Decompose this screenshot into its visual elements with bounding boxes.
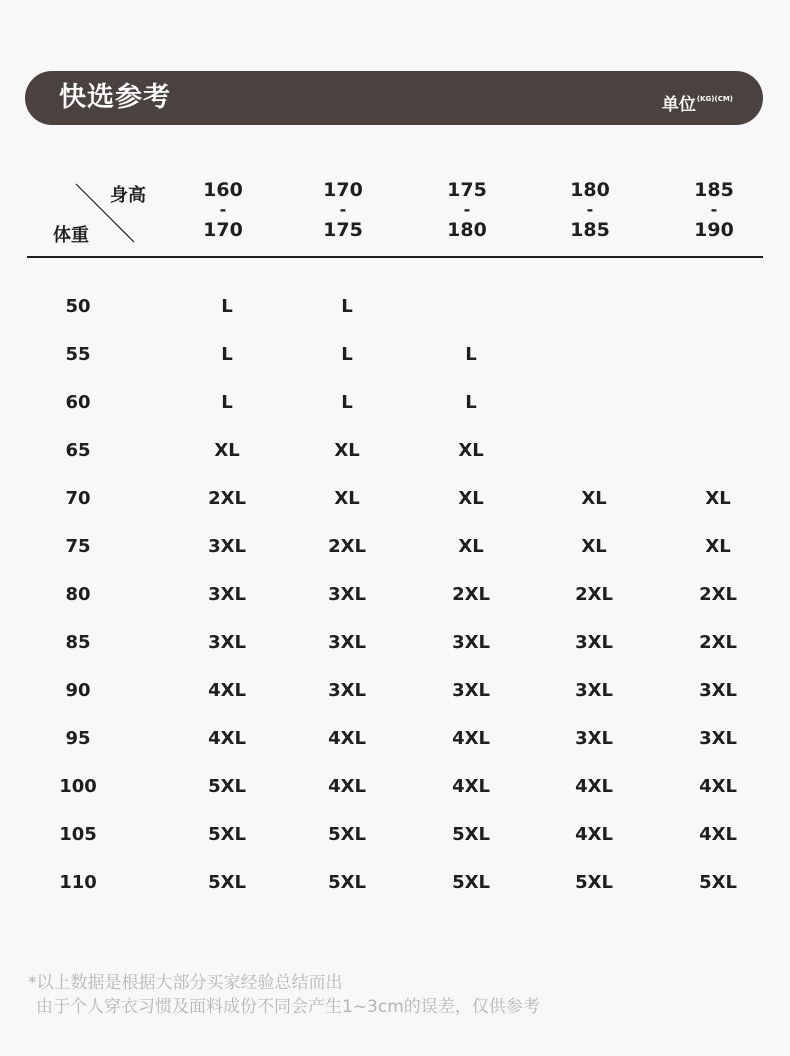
size-cell: L xyxy=(221,344,233,365)
table-row xyxy=(0,436,790,466)
size-cell: XL xyxy=(214,440,240,461)
size-cell: XL xyxy=(581,488,607,509)
height-range-from: 180 xyxy=(570,179,610,201)
note-line-2: 由于个人穿衣习惯及面料成份不同会产生1~3cm的误差，仅供参考 xyxy=(36,997,540,1017)
size-cell: 4XL xyxy=(699,776,737,797)
unit-label xyxy=(662,71,733,125)
weight-cell: 85 xyxy=(65,632,91,653)
table-row xyxy=(0,340,790,370)
title-banner xyxy=(25,71,763,125)
weight-cell: 80 xyxy=(65,584,91,605)
size-cell: 5XL xyxy=(699,872,737,893)
table-row xyxy=(0,724,790,754)
weight-cell: 70 xyxy=(65,488,91,509)
height-range-header xyxy=(669,180,759,240)
size-cell: L xyxy=(341,296,353,317)
size-cell: L xyxy=(221,392,233,413)
weight-cell: 50 xyxy=(65,296,91,317)
height-range-separator: - xyxy=(463,200,471,219)
height-range-header xyxy=(422,180,512,240)
size-cell: L xyxy=(341,392,353,413)
size-cell: 4XL xyxy=(328,776,366,797)
height-range-header xyxy=(545,180,635,240)
size-cell: XL xyxy=(334,488,360,509)
size-cell: L xyxy=(465,344,477,365)
table-row xyxy=(0,388,790,418)
table-row xyxy=(0,580,790,610)
weight-cell: 55 xyxy=(65,344,91,365)
height-range-to: 175 xyxy=(323,219,363,241)
height-range-to: 170 xyxy=(203,219,243,241)
size-cell: 5XL xyxy=(452,824,490,845)
size-cell: 3XL xyxy=(452,680,490,701)
weight-cell: 90 xyxy=(65,680,91,701)
size-cell: 5XL xyxy=(452,872,490,893)
size-cell: 3XL xyxy=(328,584,366,605)
header-rule xyxy=(27,256,763,258)
size-cell: 2XL xyxy=(699,584,737,605)
height-range-separator: - xyxy=(219,200,227,219)
table-row xyxy=(0,820,790,850)
size-cell: 3XL xyxy=(452,632,490,653)
table-row xyxy=(0,628,790,658)
weight-cell: 95 xyxy=(65,728,91,749)
size-cell: 4XL xyxy=(575,776,613,797)
height-axis-label: 身高 xyxy=(110,185,146,206)
weight-axis-label: 体重 xyxy=(53,225,89,246)
table-row xyxy=(0,484,790,514)
table-row xyxy=(0,676,790,706)
size-cell: 4XL xyxy=(452,776,490,797)
height-range-header xyxy=(298,180,388,240)
unit-superscript: (KG)(CM) xyxy=(696,95,733,103)
size-cell: L xyxy=(465,392,477,413)
note-line-1: *以上数据是根据大部分买家经验总结而出 xyxy=(28,973,343,993)
size-cell: 4XL xyxy=(452,728,490,749)
size-cell: XL xyxy=(458,440,484,461)
size-cell: 2XL xyxy=(452,584,490,605)
size-cell: 2XL xyxy=(328,536,366,557)
height-range-from: 175 xyxy=(447,179,487,201)
weight-cell: 75 xyxy=(65,536,91,557)
table-row xyxy=(0,772,790,802)
weight-cell: 110 xyxy=(59,872,97,893)
height-range-separator: - xyxy=(710,200,718,219)
table-row xyxy=(0,532,790,562)
size-cell: 4XL xyxy=(575,824,613,845)
size-cell: 3XL xyxy=(328,680,366,701)
height-range-separator: - xyxy=(586,200,594,219)
unit-text: 单位 xyxy=(661,95,696,115)
size-cell: 2XL xyxy=(208,488,246,509)
size-cell: 4XL xyxy=(328,728,366,749)
size-cell: L xyxy=(341,344,353,365)
size-cell: 3XL xyxy=(208,584,246,605)
size-cell: 3XL xyxy=(699,680,737,701)
size-cell: XL xyxy=(458,488,484,509)
size-cell: 5XL xyxy=(328,824,366,845)
size-cell: 5XL xyxy=(575,872,613,893)
size-cell: 4XL xyxy=(208,728,246,749)
weight-cell: 105 xyxy=(59,824,97,845)
height-range-from: 185 xyxy=(694,179,734,201)
size-cell: 3XL xyxy=(699,728,737,749)
weight-cell: 65 xyxy=(65,440,91,461)
size-cell: XL xyxy=(334,440,360,461)
size-cell: XL xyxy=(705,488,731,509)
height-range-to: 180 xyxy=(447,219,487,241)
size-cell: 3XL xyxy=(575,680,613,701)
size-cell: 5XL xyxy=(208,776,246,797)
size-cell: 2XL xyxy=(699,632,737,653)
size-cell: XL xyxy=(458,536,484,557)
size-cell: 4XL xyxy=(699,824,737,845)
banner-title: 快选参考 xyxy=(59,82,171,113)
size-cell: 3XL xyxy=(575,632,613,653)
weight-cell: 60 xyxy=(65,392,91,413)
height-range-to: 185 xyxy=(570,219,610,241)
table-row xyxy=(0,292,790,322)
height-range-from: 170 xyxy=(323,179,363,201)
size-cell: 5XL xyxy=(208,872,246,893)
size-cell: 3XL xyxy=(208,536,246,557)
size-cell: 5XL xyxy=(208,824,246,845)
size-cell: 2XL xyxy=(575,584,613,605)
size-cell: 3XL xyxy=(328,632,366,653)
size-cell: L xyxy=(221,296,233,317)
height-range-to: 190 xyxy=(694,219,734,241)
size-cell: XL xyxy=(581,536,607,557)
size-cell: 4XL xyxy=(208,680,246,701)
size-cell: 3XL xyxy=(208,632,246,653)
height-range-separator: - xyxy=(339,200,347,219)
size-cell: 5XL xyxy=(328,872,366,893)
size-cell: XL xyxy=(705,536,731,557)
height-range-header xyxy=(178,180,268,240)
size-cell: 3XL xyxy=(575,728,613,749)
table-row xyxy=(0,868,790,898)
weight-cell: 100 xyxy=(59,776,97,797)
height-range-from: 160 xyxy=(203,179,243,201)
